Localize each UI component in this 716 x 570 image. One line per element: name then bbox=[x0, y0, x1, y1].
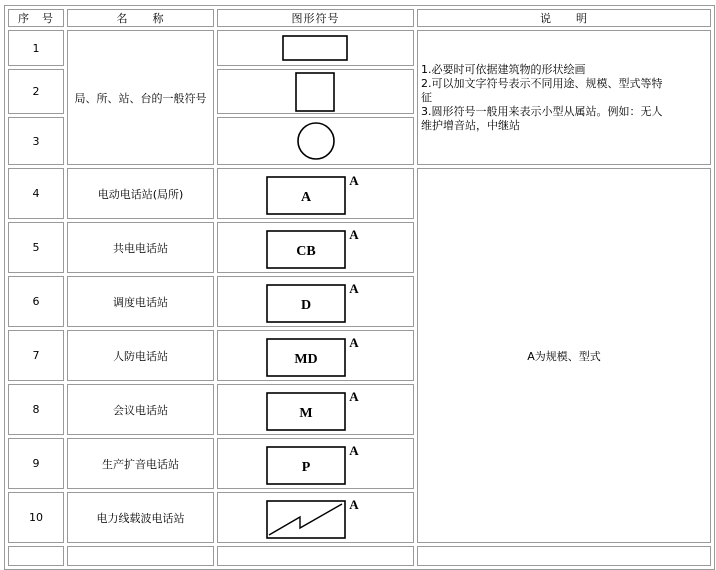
row-name: 人防电话站 bbox=[67, 330, 214, 381]
header-symbol: 图形符号 bbox=[217, 9, 414, 27]
row-seq: 4 bbox=[8, 168, 64, 219]
symbol-cell bbox=[217, 276, 414, 327]
symbol-corner-text: A bbox=[348, 388, 359, 404]
symbol-inner-text: CB bbox=[295, 243, 316, 259]
symbol-cell bbox=[217, 117, 414, 165]
symbol-cell bbox=[217, 384, 414, 435]
station-symbol-icon bbox=[264, 387, 368, 433]
station-description: A为规模、型式 bbox=[417, 168, 711, 543]
symbol-inner-text: A bbox=[300, 189, 311, 205]
symbol-corner-text: A bbox=[348, 172, 359, 188]
row-seq: 3 bbox=[8, 117, 64, 165]
row-seq: 2 bbox=[8, 69, 64, 114]
general-symbol-description bbox=[417, 30, 711, 165]
row-name: 调度电话站 bbox=[67, 276, 214, 327]
symbol-corner-text: A bbox=[348, 334, 359, 350]
circle-symbol-icon bbox=[294, 119, 338, 163]
table-row bbox=[8, 546, 711, 566]
station-symbol-icon bbox=[264, 171, 368, 217]
description-line: 征 bbox=[421, 90, 432, 104]
row-name: 电力线载波电话站 bbox=[67, 492, 214, 543]
header-seq: 序 号 bbox=[8, 9, 64, 27]
row-seq: 8 bbox=[8, 384, 64, 435]
symbol-cell bbox=[217, 222, 414, 273]
header-name: 名 称 bbox=[67, 9, 214, 27]
symbol-inner-text: M bbox=[298, 405, 313, 421]
symbol-cell bbox=[217, 492, 414, 543]
station-symbol-icon bbox=[264, 333, 368, 379]
symbol-inner-text: P bbox=[301, 459, 310, 475]
row-seq: 9 bbox=[8, 438, 64, 489]
header-description: 说 明 bbox=[417, 9, 711, 27]
symbol-corner-text: A bbox=[348, 226, 359, 242]
row-seq: 5 bbox=[8, 222, 64, 273]
description-line: 2.可以加文字符号表示不同用途、规模、型式等特 bbox=[421, 76, 663, 90]
row-seq: 1 bbox=[8, 30, 64, 66]
square-symbol-icon bbox=[294, 71, 338, 113]
symbol-inner-text: D bbox=[300, 297, 311, 313]
row-seq: 10 bbox=[8, 492, 64, 543]
symbol-cell bbox=[217, 30, 414, 66]
row-seq: 6 bbox=[8, 276, 64, 327]
description-line: 维护增音站，中继站 bbox=[421, 118, 520, 132]
symbol-cell bbox=[217, 168, 414, 219]
row-seq: 7 bbox=[8, 330, 64, 381]
symbol-cell bbox=[217, 438, 414, 489]
station-symbol-icon bbox=[264, 279, 368, 325]
symbol-inner-text: MD bbox=[293, 351, 318, 367]
symbol-cell bbox=[217, 69, 414, 114]
zigzag-carrier-icon bbox=[264, 495, 368, 541]
rectangle-symbol-icon bbox=[281, 33, 351, 63]
row-name: 会议电话站 bbox=[67, 384, 214, 435]
row-name: 电动电话站(局所) bbox=[67, 168, 214, 219]
station-symbol-icon bbox=[264, 225, 368, 271]
description-line: 1.必要时可依据建筑物的形状绘画 bbox=[421, 62, 586, 76]
symbol-cell bbox=[217, 330, 414, 381]
row-name: 共电电话站 bbox=[67, 222, 214, 273]
table-row bbox=[8, 168, 711, 219]
symbol-corner-text: A bbox=[348, 442, 359, 458]
description-line: 3.圆形符号一般用来表示小型从属站。例如：无人 bbox=[421, 104, 663, 118]
row-name: 生产扩音电话站 bbox=[67, 438, 214, 489]
symbol-table bbox=[4, 5, 715, 570]
station-symbol-icon bbox=[264, 441, 368, 487]
header-row bbox=[8, 9, 711, 27]
symbol-corner-text: A bbox=[348, 496, 359, 512]
table-row bbox=[8, 30, 711, 66]
symbol-corner-text: A bbox=[348, 280, 359, 296]
general-symbol-name: 局、所、站、台的一般符号 bbox=[67, 30, 214, 165]
